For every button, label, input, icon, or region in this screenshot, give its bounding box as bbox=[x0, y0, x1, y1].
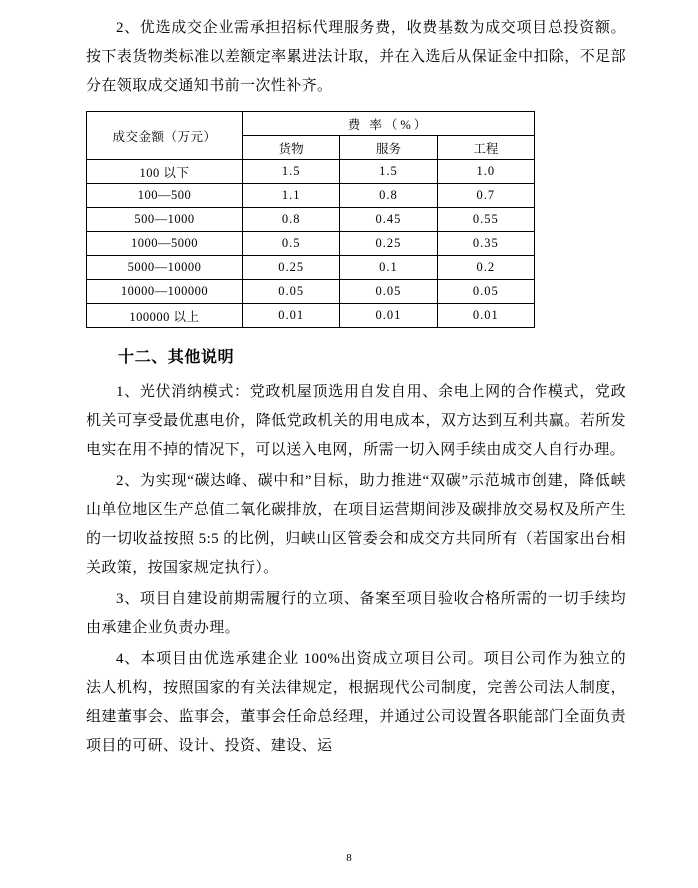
cell-amount: 5000—10000 bbox=[87, 256, 243, 280]
cell-amount: 100 以下 bbox=[87, 160, 243, 184]
cell-works: 0.7 bbox=[437, 184, 534, 208]
table-row bbox=[87, 280, 535, 304]
table-row bbox=[87, 304, 535, 328]
cell-works: 0.35 bbox=[437, 232, 534, 256]
paragraph-item-2: 2、为实现“碳达峰、碳中和”目标，助力推进“双碳”示范城市创建，降低峡山单位地区生产总值二氧化碳排放，在项目运营期间涉及碳排放交易权及所产生的一切收益按照 5:5 的比例，归峡山区管委会和成交方共同所有（若国家出台相关政策，按国家规定执行）。 bbox=[86, 473, 626, 576]
cell-amount: 10000—100000 bbox=[87, 280, 243, 304]
cell-service: 0.8 bbox=[340, 184, 437, 208]
cell-service: 0.25 bbox=[340, 232, 437, 256]
paragraph-item-4: 4、本项目由优选承建企业 100%出资成立项目公司。项目公司作为独立的法人机构，按照国家的有关法律规定，根据现代公司制度，完善公司法人制度，组建董事会、监事会，董事会任命总经理，并通过公司设置各职能部门全面负责项目的可研、设计、投资、建设、运 bbox=[86, 651, 626, 754]
header-works: 工程 bbox=[437, 136, 534, 160]
cell-amount: 100000 以上 bbox=[87, 304, 243, 328]
cell-service: 0.1 bbox=[340, 256, 437, 280]
paragraph-item-3: 3、项目自建设前期需履行的立项、备案至项目验收合格所需的一切手续均由承建企业负责办理。 bbox=[86, 591, 626, 636]
table-row bbox=[87, 160, 535, 184]
paragraph-fee-intro: 2、优选成交企业需承担招标代理服务费，收费基数为成交项目总投资额。按下表货物类标准以差额定率累进法计取，并在入选后从保证金中扣除，不足部分在领取成交通知书前一次性补齐。 bbox=[86, 20, 626, 94]
table-row bbox=[87, 232, 535, 256]
cell-service: 0.45 bbox=[340, 208, 437, 232]
fee-rate-table bbox=[86, 111, 535, 328]
table-row bbox=[87, 208, 535, 232]
cell-service: 0.05 bbox=[340, 280, 437, 304]
cell-amount: 500—1000 bbox=[87, 208, 243, 232]
cell-goods: 0.25 bbox=[243, 256, 340, 280]
section-title: 十二、其他说明 bbox=[118, 349, 235, 366]
header-amount: 成交金额（万元） bbox=[87, 112, 243, 160]
cell-goods: 0.8 bbox=[243, 208, 340, 232]
cell-goods: 0.01 bbox=[243, 304, 340, 328]
header-goods: 货物 bbox=[243, 136, 340, 160]
cell-works: 0.01 bbox=[437, 304, 534, 328]
cell-amount: 1000—5000 bbox=[87, 232, 243, 256]
cell-goods: 1.5 bbox=[243, 160, 340, 184]
table-row bbox=[87, 184, 535, 208]
cell-goods: 0.05 bbox=[243, 280, 340, 304]
section-body bbox=[86, 378, 626, 761]
cell-works: 1.0 bbox=[437, 160, 534, 184]
cell-goods: 1.1 bbox=[243, 184, 340, 208]
cell-goods: 0.5 bbox=[243, 232, 340, 256]
cell-service: 0.01 bbox=[340, 304, 437, 328]
cell-works: 0.55 bbox=[437, 208, 534, 232]
header-service: 服务 bbox=[340, 136, 437, 160]
page-number: 8 bbox=[346, 852, 352, 864]
cell-service: 1.5 bbox=[340, 160, 437, 184]
paragraph-item-1: 1、光伏消纳模式：党政机屋顶选用自发自用、余电上网的合作模式，党政机关可享受最优惠电价，降低党政机关的用电成本，双方达到互利共赢。若所发电实在用不掉的情况下，可以送入电网，所需一切入网手续由成交人自行办理。 bbox=[86, 384, 626, 458]
table-header-row bbox=[87, 112, 535, 136]
cell-amount: 100—500 bbox=[87, 184, 243, 208]
table-row bbox=[87, 256, 535, 280]
header-rate-group: 费 率（%） bbox=[243, 112, 535, 136]
cell-works: 0.2 bbox=[437, 256, 534, 280]
cell-works: 0.05 bbox=[437, 280, 534, 304]
